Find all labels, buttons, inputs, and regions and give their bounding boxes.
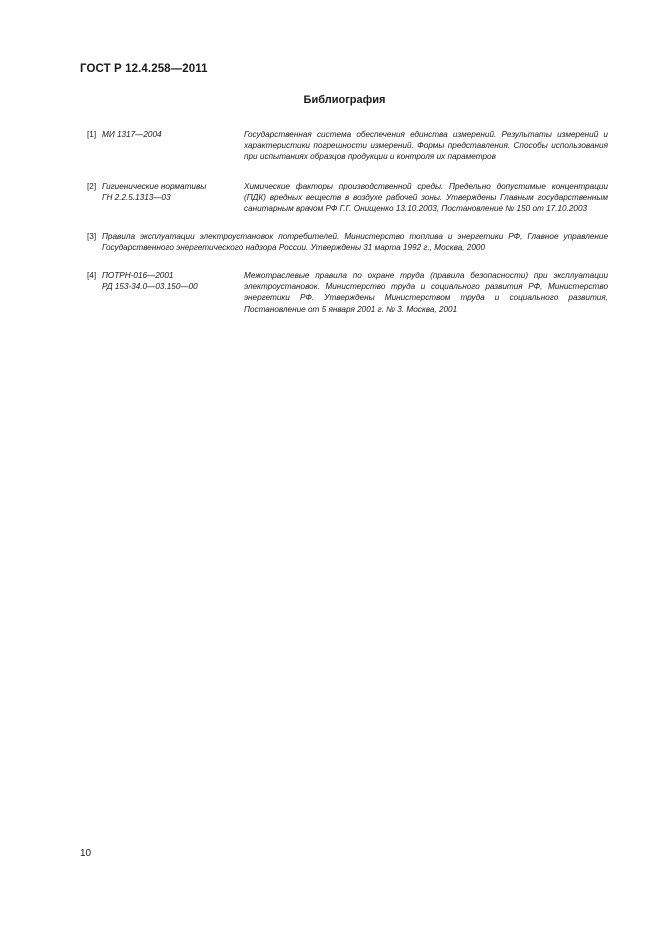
page-number: 10	[80, 848, 92, 859]
entry-description: Химические факторы производственной среды. Предельно допустимые концентрации (ПДК) вредных веществ в воздухе рабочей зоны. Утверждены Главным государственным санитарным врачом РФ Г.Г. Онищенко 13.10.2003, Постановление № 150 от 17.10.2003	[244, 182, 608, 214]
entry-reference: Гигиенические нормативы ГН 2.2.5.1313—03	[102, 182, 207, 203]
document-code-header: ГОСТ Р 12.4.258—2011	[80, 63, 208, 75]
bibliography-title: Библиография	[303, 94, 386, 106]
entry-description: Правила эксплуатации электроустановок потребителей. Министерство топлива и энергетики РФ, Главное управление Госудapcтвенного энергетического надзора России. Утверждены 31 марта 1992 г., Москва, 2000	[102, 232, 608, 253]
entry-number: [4]	[87, 271, 97, 280]
entry-reference: ПОТРН-016—2001 РД 153-34.0—03.150—00	[102, 271, 198, 292]
entry-description: Государственная система обеспечения единства измерений. Результаты измерений и характеристики погрешности измерений. Формы представления. Способы использования при испытаниях образцов продукции и контроля их параметров	[244, 130, 608, 162]
entry-reference: МИ 1317—2004	[102, 130, 162, 139]
entry-number: [2]	[87, 182, 97, 191]
entry-number: [1]	[87, 130, 97, 139]
entry-description: Межотраслевые правила по охране труда (правила безопасности) при эксплуатации электроустановок. Министерство труда и социального развития РФ, Министерство энергетики РФ. Утверждены Министерством труда и социального развития, Постановление от 5 января 2001 г. № 3. Москва, 2001	[244, 271, 608, 314]
entry-number: [3]	[87, 232, 97, 241]
